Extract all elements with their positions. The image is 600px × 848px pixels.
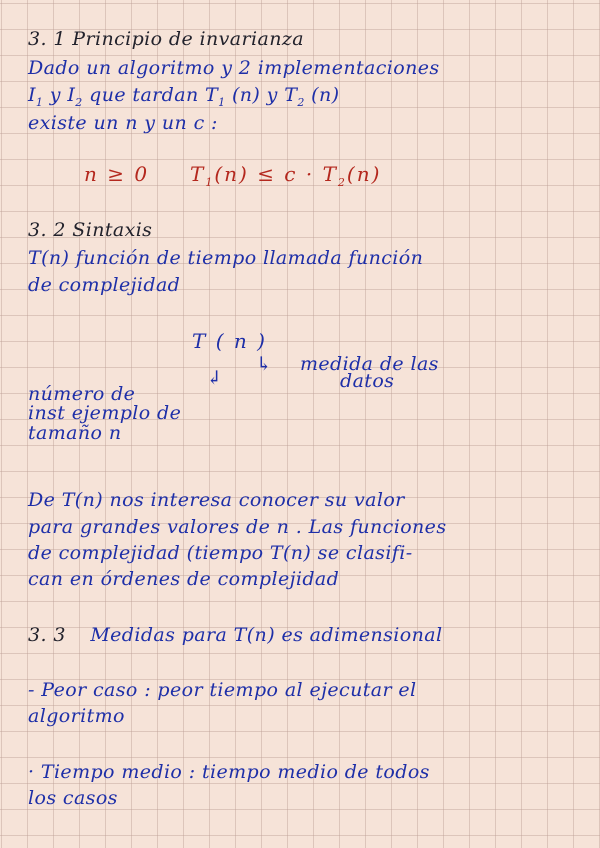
section-1-heading: 3. 1 Principio de invarianza [28,28,304,50]
section-3-title: Medidas para T(n) es adimensional [90,624,443,646]
invariance-formula-left: n ≥ 0 [84,162,150,186]
paragraph-line-3: de complejidad (tiempo T(n) se clasifi- [28,542,413,564]
section-2-line-1: T(n) función de tiempo llamada función [28,247,424,269]
section-2-heading: 3. 2 Sintaxis [28,219,153,241]
paragraph-line-2: para grandes valores de n . Las funciones [28,516,447,538]
diagram-center-term: T ( n ) [192,329,267,353]
section-1-line-3: existe un n y un c : [28,112,218,134]
worst-case-line-1: - Peor caso : peor tiempo al ejecutar el [28,679,417,701]
invariance-formula-right: $T_1(n) \le c \cdot T_2(n)$ [190,162,382,189]
label-left-line-1: número de [28,383,136,405]
paragraph-line-1: De T(n) nos interesa conocer su valor [28,489,405,511]
worst-case-line-2: algoritmo [28,705,125,727]
section-3-heading [28,624,442,646]
paragraph-line-4: can en órdenes de complejidad [28,568,340,590]
arrow-left-icon: ↲ [206,367,223,389]
average-time-line-2: los casos [28,787,118,809]
average-time-line-1: · Tiempo medio : tiempo medio de todos [28,761,430,783]
label-right-line-1: medida de las [300,353,439,375]
section-3-number: 3. 3 [28,624,66,646]
section-1-line-2: $I_1$ y $I_2$ que tardan $T_1$ (n) y $T_2$ (n) [28,84,340,109]
section-1-line-1: Dado un algoritmo y 2 implementaciones [28,57,440,79]
label-left-line-3: tamaño n [28,422,122,444]
arrow-right-icon: ↳ [256,353,273,375]
section-2-line-2: de complejidad [28,274,181,296]
label-right-line-2: datos [340,370,395,392]
label-left-line-2: inst ejemplo de [28,402,182,424]
